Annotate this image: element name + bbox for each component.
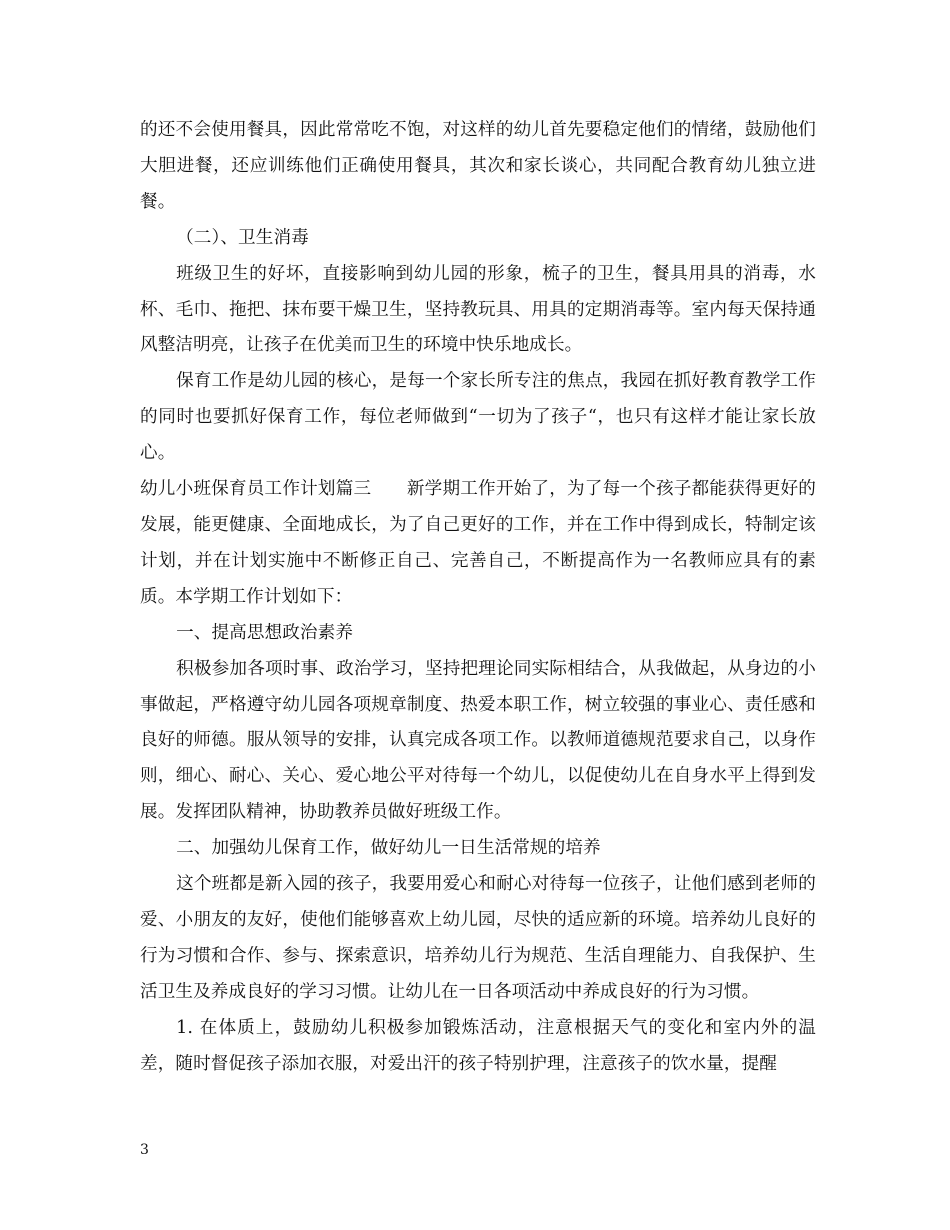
paragraph: 这个班都是新入园的孩子，我要用爱心和耐心对待每一位孩子，让他们感到老师的爱、小朋友的友好，使他们能够喜欢上幼儿园，尽快的适应新的环境。培养幼儿良好的行为习惯和合作、参与、探索意识，培养幼儿行为规范、生活自理能力、自我保护、生活卫生及养成良好的学习习惯。让幼儿在一日各项活动中养成良好的行为习惯。: [140, 874, 816, 1002]
document-body: [140, 113, 816, 1082]
paragraph: 保育工作是幼儿园的核心，是每一个家长所专注的焦点，我园在抓好教育教学工作的同时也要抓好保育工作，每位老师做到“一切为了孩子“，也只有这样才能让家长放心。: [140, 371, 816, 464]
section-heading: （二）、卫生消毒: [176, 227, 309, 248]
page-number: 3: [140, 1142, 149, 1158]
section-heading: 二、加强幼儿保育工作，做好幼儿一日生活常规的培养: [176, 838, 601, 859]
paragraph: 1. 在体质上，鼓励幼儿积极参加锻炼活动，注意根据天气的变化和室内外的温差，随时督促孩子添加衣服，对爱出汗的孩子特别护理，注意孩子的饮水量，提醒: [140, 1017, 816, 1074]
paragraph: 积极参加各项时事、政治学习，坚持把理论同实际相结合，从我做起，从身边的小事做起，严格遵守幼儿园各项规章制度、热爱本职工作，树立较强的事业心、责任感和良好的师德。服从领导的安排，认真完成各项工作。以教师道德规范要求自己，以身作则，细心、耐心、关心、爱心地公平对待每一个幼儿，以促使幼儿在自身水平上得到发展。发挥团队精神，协助教养员做好班级工作。: [140, 658, 816, 823]
section-heading: 一、提高思想政治素养: [176, 622, 354, 643]
paragraph: 幼儿小班保育员工作计划篇三 新学期工作开始了，为了每一个孩子都能获得更好的发展，能更健康、全面地成长，为了自己更好的工作，并在工作中得到成长，特制定该计划，并在计划实施中不断修正自己、完善自己，不断提高作为一名教师应具有的素质。本学期工作计划如下：: [140, 479, 816, 607]
paragraph: 班级卫生的好坏，直接影响到幼儿园的形象，梳子的卫生，餐具用具的消毒，水杯、毛巾、拖把、抹布要干燥卫生，坚持教玩具、用具的定期消毒等。室内每天保持通风整洁明亮，让孩子在优美而卫生的环境中快乐地成长。: [140, 263, 816, 356]
paragraph: 的还不会使用餐具，因此常常吃不饱，对这样的幼儿首先要稳定他们的情绪，鼓励他们大胆进餐，还应训练他们正确使用餐具，其次和家长谈心，共同配合教育幼儿独立进餐。: [140, 120, 816, 212]
